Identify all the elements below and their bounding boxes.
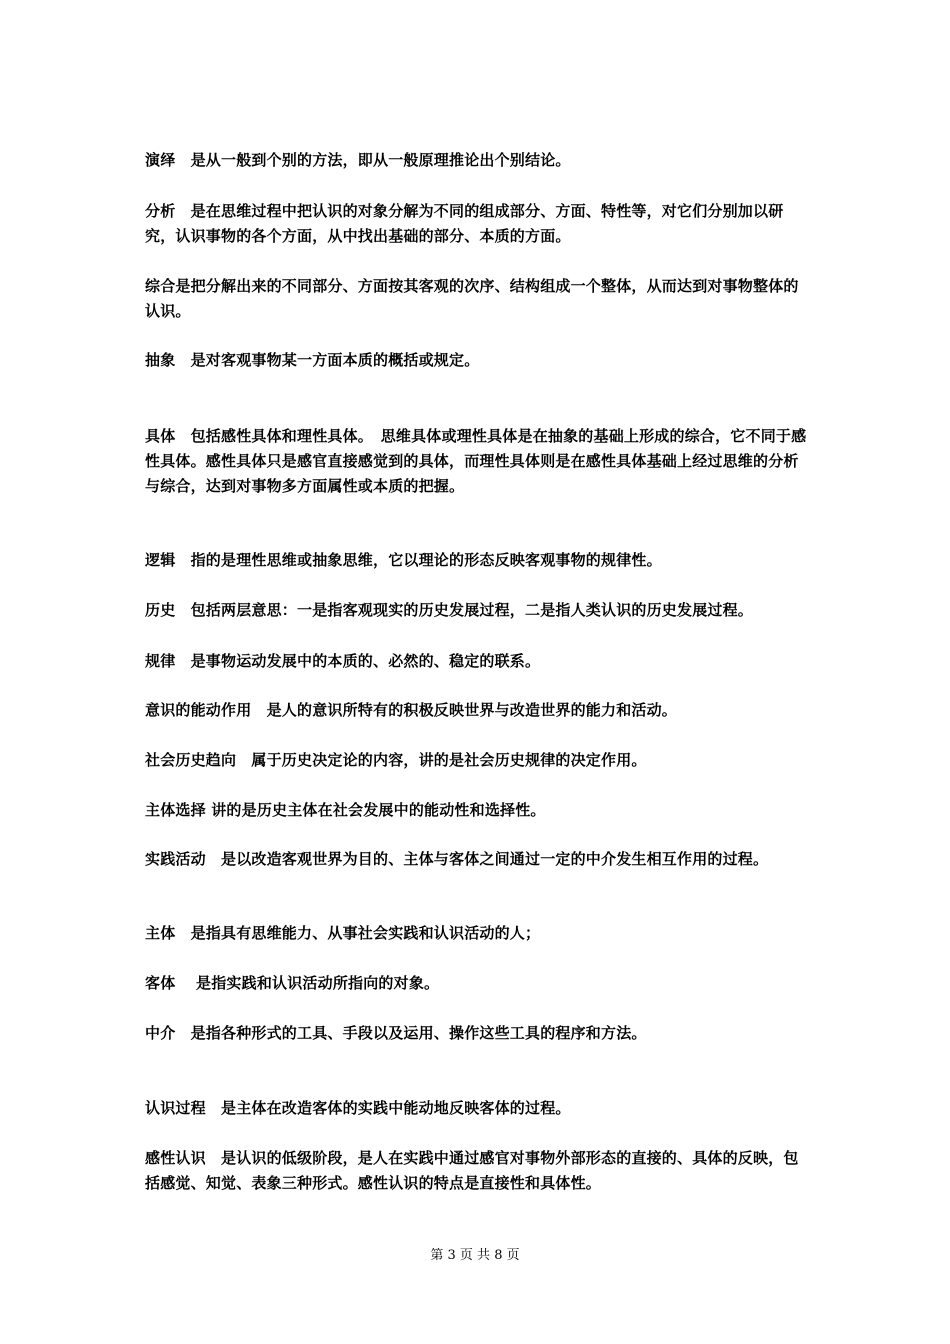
paragraph-abstraction: 抽象 是对客观事物某一方面本质的概括或规定。	[145, 351, 480, 369]
paragraph-perceptual-cognition: 感性认识 是认识的低级阶段，是人在实践中通过感官对事物外部形态的直接的、具体的反映，包括感觉、知觉、表象三种形式。感性认识的特点是直接性和具体性。	[145, 1149, 799, 1192]
paragraph-analysis: 分析 是在思维过程中把认识的对象分解为不同的组成部分、方面、特性等，对它们分别加以研究，认识事物的各个方面，从中找出基础的部分、本质的方面。	[145, 202, 784, 245]
paragraph-subject: 主体 是指具有思维能力、从事社会实践和认识活动的人；	[145, 924, 541, 942]
paragraph-history: 历史 包括两层意思：一是指客观现实的历史发展过程，二是指人类认识的历史发展过程。	[145, 601, 754, 619]
paragraph-law: 规律 是事物运动发展中的本质的、必然的、稳定的联系。	[145, 652, 541, 670]
paragraph-subject-choice: 主体选择 讲的是历史主体在社会发展中的能动性和选择性。	[145, 801, 546, 819]
paragraph-logic: 逻辑 指的是理性思维或抽象思维，它以理论的形态反映客观事物的规律性。	[145, 551, 662, 569]
page-number-footer: 第 3 页 共 8 页	[430, 1248, 520, 1263]
paragraph-social-trend: 社会历史趋向 属于历史决定论的内容，讲的是社会历史规律的决定作用。	[145, 751, 647, 769]
paragraph-deduction: 演绎 是从一般到个别的方法，即从一般原理推论出个别结论。	[145, 151, 571, 169]
paragraph-object: 客体 是指实践和认识活动所指向的对象。	[145, 974, 440, 992]
paragraph-synthesis: 综合是把分解出来的不同部分、方面按其客观的次序、结构组成一个整体，从而达到对事物整体的认识。	[145, 277, 799, 320]
paragraph-cognition-process: 认识过程 是主体在改造客体的实践中能动地反映客体的过程。	[145, 1099, 571, 1117]
paragraph-medium: 中介 是指各种形式的工具、手段以及运用、操作这些工具的程序和方法。	[145, 1024, 647, 1042]
paragraph-practice: 实践活动 是以改造客观世界为目的、主体与客体之间通过一定的中介发生相互作用的过程。	[145, 850, 769, 868]
paragraph-concrete: 具体 包括感性具体和理性具体。 思维具体或理性具体是在抽象的基础上形成的综合，它不同于感性具体。感性具体只是感官直接感觉到的具体，而理性具体则是在感性具体基础上经过思维的分析与综合，达到对事物多方面属性或本质的把握。	[145, 427, 807, 495]
paragraph-consciousness: 意识的能动作用 是人的意识所特有的积极反映世界与改造世界的能力和活动。	[145, 701, 678, 719]
